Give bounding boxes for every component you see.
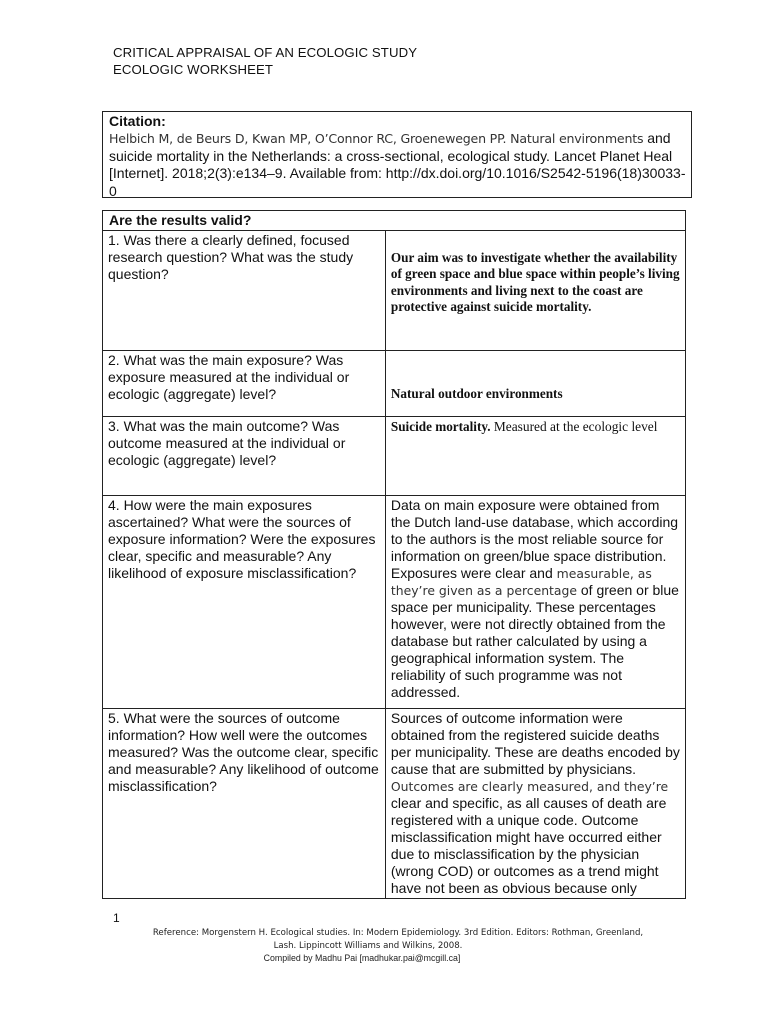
answer-cell (385, 231, 685, 351)
question-cell: 3. What was the main outcome? Was outcome measured at the individual or ecologic (aggregate) level? (103, 417, 386, 496)
table-row (103, 231, 686, 351)
table-row (103, 417, 686, 496)
answer-cell (385, 709, 685, 899)
table-row (103, 351, 686, 417)
citation-body: and suicide mortality in the Netherlands: a cross-sectional, ecological study. Lancet Planet Heal [Internet]. 2018;2(3):e134–9. Available from: http://dx.doi.org/10.1016/S2542-5196(18)30033-0 (109, 130, 686, 199)
table-row (103, 496, 686, 709)
reference-line-1: Reference: Morgenstern H. Ecological studies. In: Modern Epidemiology. 3rd Edition. Editors: Rothman, Greenland, (152, 928, 644, 938)
answer-text: measurable, as they’re given as a percentage (390, 566, 652, 598)
worksheet-table (102, 210, 686, 899)
question-cell: 5. What were the sources of outcome information? How well were the outcomes measured? Was the outcome clear, specific and measurable? Any likelihood of outcome misclassification? (103, 709, 386, 899)
table-row (103, 709, 686, 899)
compiled-by: Compiled by Madhu Pai [madhukar.pai@mcgill.ca] (263, 953, 461, 963)
section-heading-row (103, 211, 686, 231)
reference-line-2: Lash. Lippincott Williams and Wilkins, 2008. (273, 941, 463, 951)
answer-text: Sources of outcome information were obtained from the registered suicide deaths per municipality. These are deaths encoded by cause that are submitted by physicians. (390, 710, 680, 777)
answer-text: Measured at the ecologic level (490, 419, 658, 434)
answer-text-bold: Suicide mortality. (390, 419, 491, 434)
answer-text: Our aim was to investigate whether the availability of green space and blue space within people’s living environments and living next to the coast are protective against suicide mortality. (390, 250, 680, 315)
citation-title: Citation: (109, 113, 166, 129)
answer-text: Data on main exposure were obtained from the Dutch land-use database, which according to the authors is the most reliable source for information on green/blue space distribution. Exposures were clear and (390, 497, 679, 581)
answer-cell (385, 351, 685, 417)
question-cell: 4. How were the main exposures ascertained? What were the sources of exposure information? Were the exposures clear, specific and measurable? Any likelihood of exposure misclassification? (103, 496, 386, 709)
header-subtitle: ECOLOGIC WORKSHEET (113, 62, 274, 77)
page-number: 1 (113, 911, 120, 925)
question-cell: 1. Was there a clearly defined, focused research question? What was the study question? (103, 231, 386, 351)
section-heading: Are the results valid? (103, 211, 686, 231)
answer-text: clear and specific, as all causes of death are registered with a unique code. Outcome misclassification might have occurred either due to misclassification by the physician (wrong COD) or outcomes as a trend might have not been as obvious because only (390, 795, 667, 896)
citation-authors: Helbich M, de Beurs D, Kwan MP, O’Connor RC, Groenewegen PP. Natural environments (109, 131, 644, 146)
citation-box (102, 111, 692, 198)
answer-text: Natural outdoor environments (390, 386, 563, 401)
answer-cell (385, 417, 685, 496)
question-cell: 2. What was the main exposure? Was exposure measured at the individual or ecologic (aggregate) level? (103, 351, 386, 417)
citation-text (109, 130, 691, 200)
header-title: CRITICAL APPRAISAL OF AN ECOLOGIC STUDY (113, 45, 418, 60)
answer-text: of green or blue space per municipality. These percentages however, were not directly obtained from the database but rather calculated by using a geographical information system. The reliability of such programme was not addressed. (390, 582, 679, 700)
answer-cell (385, 496, 685, 709)
document-header (113, 44, 417, 78)
answer-text: Outcomes are clearly measured, and they’re (390, 779, 669, 794)
